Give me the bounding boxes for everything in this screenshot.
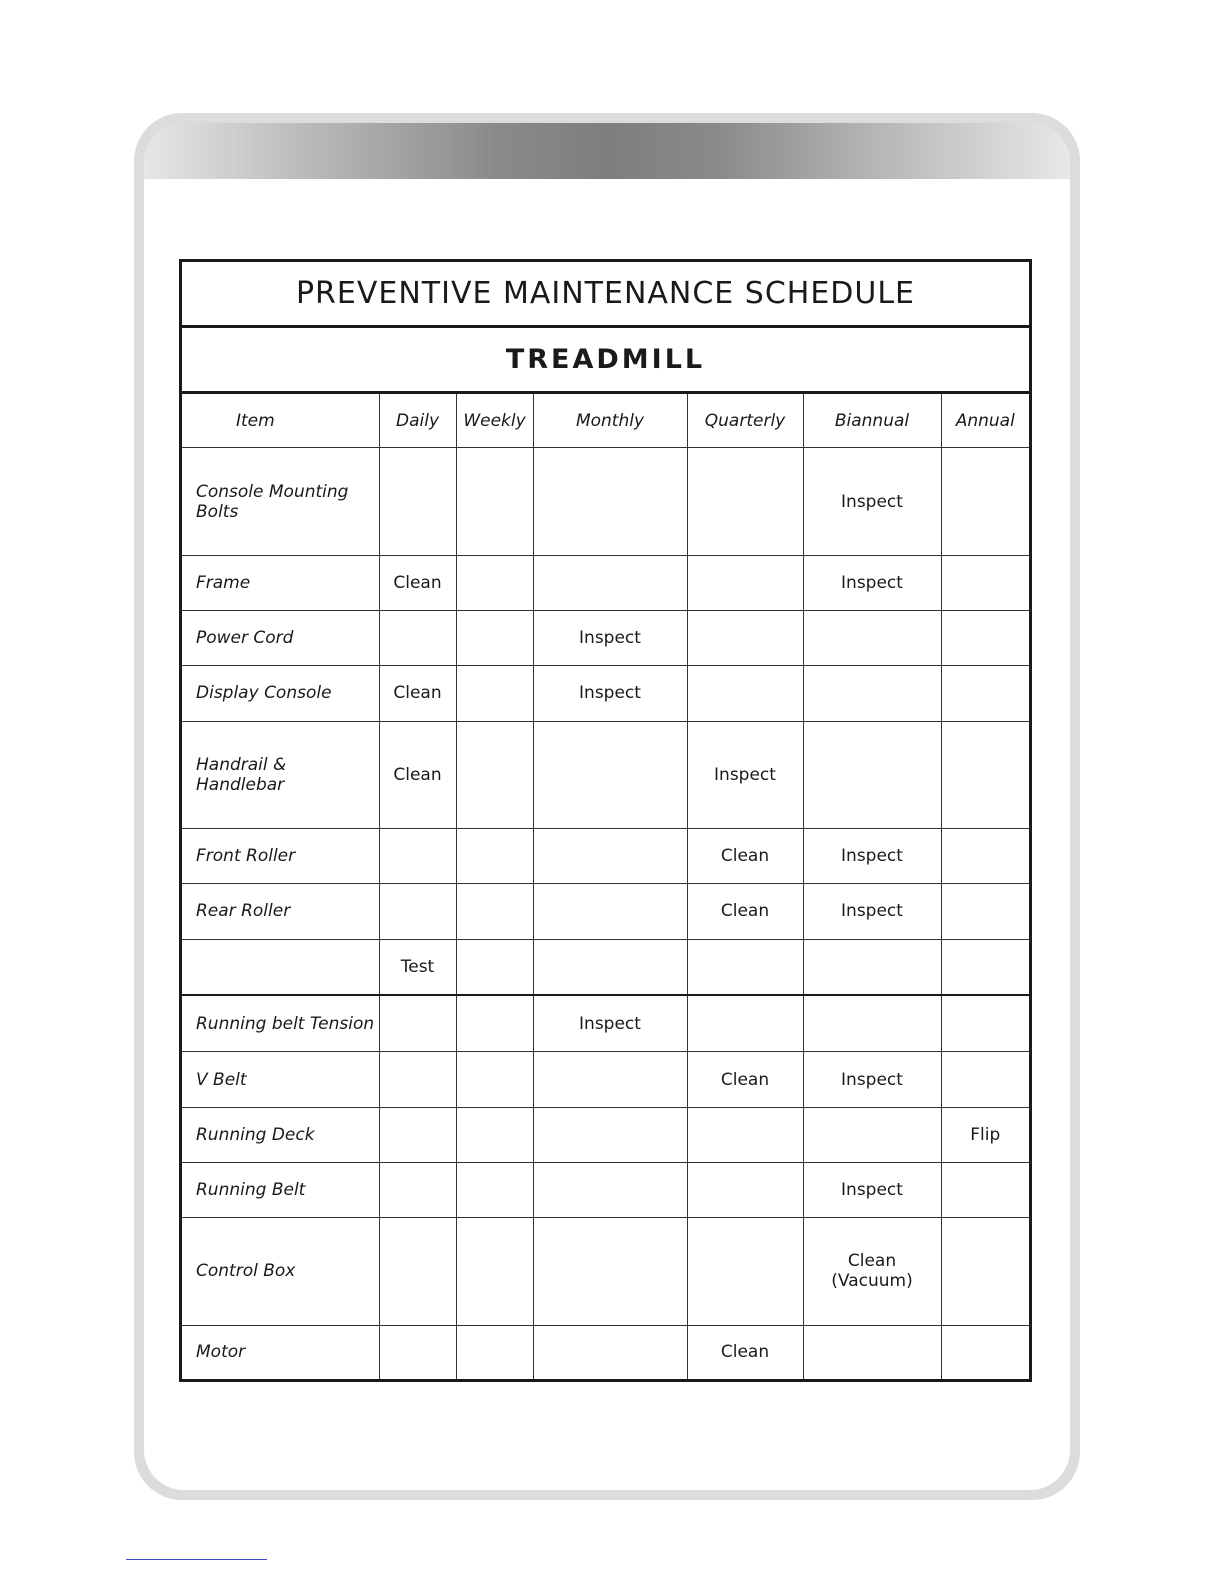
row-item-label: Front Roller — [182, 829, 379, 884]
cell-monthly — [533, 1217, 687, 1325]
cell-quarterly — [687, 939, 803, 995]
cell-monthly — [533, 1162, 687, 1217]
cell-quarterly: Clean — [687, 1052, 803, 1107]
cell-quarterly: Clean — [687, 884, 803, 939]
cell-daily — [379, 611, 456, 666]
cell-quarterly — [687, 1162, 803, 1217]
cell-weekly — [456, 1052, 533, 1107]
cell-monthly — [533, 1052, 687, 1107]
cell-weekly — [456, 939, 533, 995]
cell-quarterly: Inspect — [687, 721, 803, 829]
row-item-label: Running belt Tension — [182, 995, 379, 1051]
cell-annual — [941, 1217, 1029, 1325]
footer-link-underline — [126, 1559, 267, 1560]
cell-biannual: Inspect — [803, 1162, 941, 1217]
cell-biannual: Inspect — [803, 1052, 941, 1107]
table-row — [182, 995, 1029, 1051]
cell-weekly — [456, 448, 533, 556]
cell-daily — [379, 829, 456, 884]
table-row — [182, 1162, 1029, 1217]
cell-monthly — [533, 939, 687, 995]
cell-monthly — [533, 556, 687, 611]
table-row — [182, 556, 1029, 611]
cell-biannual: Inspect — [803, 829, 941, 884]
cell-weekly — [456, 721, 533, 829]
cell-monthly — [533, 448, 687, 556]
cell-biannual — [803, 721, 941, 829]
table-row — [182, 1052, 1029, 1107]
cell-annual — [941, 939, 1029, 995]
column-header-quarterly: Quarterly — [687, 394, 803, 448]
cell-biannual: Inspect — [803, 448, 941, 556]
row-item-label: V Belt — [182, 1052, 379, 1107]
cell-daily — [379, 448, 456, 556]
table-row — [182, 666, 1029, 721]
cell-daily — [379, 995, 456, 1051]
cell-daily — [379, 1052, 456, 1107]
cell-biannual — [803, 1107, 941, 1162]
cell-quarterly — [687, 666, 803, 721]
cell-quarterly: Clean — [687, 1325, 803, 1379]
table-row — [182, 884, 1029, 939]
cell-annual — [941, 448, 1029, 556]
cell-daily — [379, 1217, 456, 1325]
cell-biannual — [803, 1325, 941, 1379]
row-item-label: Motor — [182, 1325, 379, 1379]
cell-quarterly — [687, 448, 803, 556]
cell-annual — [941, 829, 1029, 884]
row-item-label: Display Console — [182, 666, 379, 721]
cell-daily: Clean — [379, 556, 456, 611]
table-row — [182, 611, 1029, 666]
cell-monthly: Inspect — [533, 666, 687, 721]
cell-monthly — [533, 1325, 687, 1379]
cell-monthly — [533, 829, 687, 884]
table-row — [182, 829, 1029, 884]
cell-annual — [941, 1162, 1029, 1217]
cell-quarterly: Clean — [687, 829, 803, 884]
document-title: PREVENTIVE MAINTENANCE SCHEDULE — [182, 262, 1029, 328]
cell-monthly — [533, 721, 687, 829]
cell-monthly: Inspect — [533, 995, 687, 1051]
cell-weekly — [456, 1217, 533, 1325]
row-item-label: Rear Roller — [182, 884, 379, 939]
cell-weekly — [456, 556, 533, 611]
row-item-label: Console Mounting Bolts — [182, 448, 379, 556]
row-item-label: Running Belt — [182, 1162, 379, 1217]
column-header-daily: Daily — [379, 394, 456, 448]
cell-daily — [379, 1162, 456, 1217]
cell-weekly — [456, 1107, 533, 1162]
cell-weekly — [456, 1325, 533, 1379]
cell-weekly — [456, 884, 533, 939]
table-row — [182, 448, 1029, 556]
column-header-item: Item — [182, 394, 379, 448]
cell-annual — [941, 721, 1029, 829]
cell-quarterly — [687, 1107, 803, 1162]
cell-daily: Clean — [379, 666, 456, 721]
row-item-label: Control Box — [182, 1217, 379, 1325]
cell-monthly — [533, 884, 687, 939]
cell-weekly — [456, 666, 533, 721]
table-row — [182, 1107, 1029, 1162]
cell-daily — [379, 884, 456, 939]
cell-biannual — [803, 611, 941, 666]
row-item-label: Running Deck — [182, 1107, 379, 1162]
cell-weekly — [456, 829, 533, 884]
row-item-label: Handrail & Handlebar — [182, 721, 379, 829]
column-header-annual: Annual — [941, 394, 1029, 448]
cell-annual — [941, 1325, 1029, 1379]
cell-biannual — [803, 939, 941, 995]
cell-annual — [941, 556, 1029, 611]
cell-daily: Clean — [379, 721, 456, 829]
cell-biannual: Inspect — [803, 884, 941, 939]
cell-annual: Flip — [941, 1107, 1029, 1162]
column-header-biannual: Biannual — [803, 394, 941, 448]
cell-annual — [941, 995, 1029, 1051]
cell-annual — [941, 884, 1029, 939]
cell-annual — [941, 611, 1029, 666]
cell-quarterly — [687, 995, 803, 1051]
cell-weekly — [456, 1162, 533, 1217]
cell-biannual — [803, 995, 941, 1051]
schedule-table — [182, 394, 1029, 1379]
cell-annual — [941, 666, 1029, 721]
cell-daily — [379, 1325, 456, 1379]
row-item-label: Power Cord — [182, 611, 379, 666]
table-header-row — [182, 394, 1029, 448]
cell-weekly — [456, 611, 533, 666]
cell-biannual: Clean (Vacuum) — [803, 1217, 941, 1325]
cell-weekly — [456, 995, 533, 1051]
document-subtitle: TREADMILL — [182, 328, 1029, 394]
cell-annual — [941, 1052, 1029, 1107]
cell-monthly: Inspect — [533, 611, 687, 666]
column-header-weekly: Weekly — [456, 394, 533, 448]
cell-monthly — [533, 1107, 687, 1162]
cell-quarterly — [687, 1217, 803, 1325]
header-gradient-band — [144, 123, 1070, 179]
cell-daily — [379, 1107, 456, 1162]
cell-daily: Test — [379, 939, 456, 995]
cell-quarterly — [687, 611, 803, 666]
maintenance-sheet — [179, 259, 1032, 1382]
cell-biannual: Inspect — [803, 556, 941, 611]
row-item-label: Frame — [182, 556, 379, 611]
row-item-label — [182, 939, 379, 995]
column-header-monthly: Monthly — [533, 394, 687, 448]
table-row — [182, 1325, 1029, 1379]
cell-quarterly — [687, 556, 803, 611]
cell-biannual — [803, 666, 941, 721]
table-row — [182, 721, 1029, 829]
table-row — [182, 1217, 1029, 1325]
table-row — [182, 939, 1029, 995]
